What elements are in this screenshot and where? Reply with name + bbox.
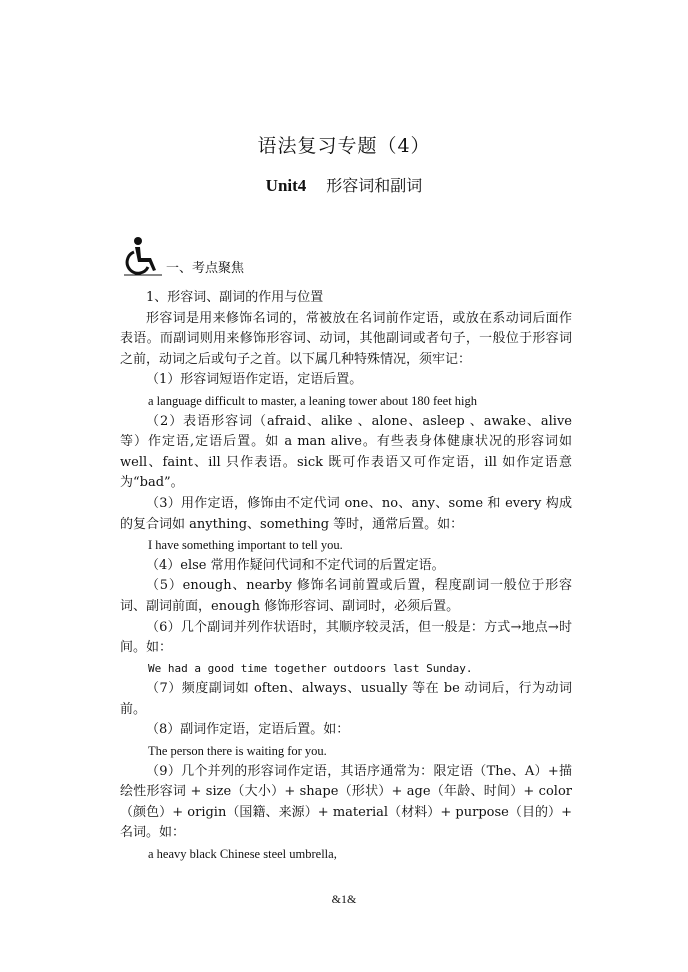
example-5: a heavy black Chinese steel umbrella, bbox=[148, 847, 337, 862]
page-number: &1& bbox=[331, 892, 357, 906]
paragraph-3: （1）形容词短语作定语，定语后置。 bbox=[146, 372, 363, 388]
paragraph-2: 形容词是用来修饰名词的，常被放在名词前作定语，或放在系动词后面作表语。而副词则用来修饰形容词、动词，其他副词或者句子，一般位于形容词之前，动词之后或句子之首。以下属几种特殊情况，须牢记： bbox=[120, 310, 572, 367]
paragraph-1: 1、形容词、副词的作用与位置 bbox=[146, 290, 324, 305]
page-title: 语法复习专题（4） bbox=[257, 135, 431, 157]
paragraph-7: （5）enough、nearby 修饰名词前置或后置，程度副词一般位于形容词、副词前面，enough 修饰形容词、副词时，必须后置。 bbox=[120, 578, 572, 614]
paragraph-10: （8）副词作定语，定语后置。如： bbox=[146, 722, 350, 738]
content bbox=[120, 288, 572, 865]
paragraph-4: （2）表语形容词（afraid、alike 、alone、asleep 、awake、alive 等）作定语,定语后置。如 a man alive。有些表身体健康状况的形容词如 well、faint、ill 只作表语。sick 既可作表语又可作定语，ill 如作定语意为“bad”。 bbox=[120, 413, 572, 491]
unit-label: Unit4 bbox=[265, 176, 307, 195]
paragraph-6: （4）else 常用作疑问代词和不定代词的后置定语。 bbox=[146, 557, 445, 573]
page-subtitle bbox=[0, 173, 688, 196]
paragraph-11: （9）几个并列的形容词作定语，其语序通常为：限定语（The、A）+描绘性形容词 + size（大小）+ shape（形状）+ age（年龄、时间）+ color（颜色）+ origin（国籍、来源）+ material（材料）+ purpose（目的）+ 名词。如： bbox=[120, 763, 572, 841]
example-1: a language difficult to master, a leaning tower about 180 feet high bbox=[148, 393, 478, 408]
topic-label: 形容词和副词 bbox=[326, 176, 423, 195]
example-3: We had a good time together outdoors last Sunday. bbox=[148, 661, 473, 675]
paragraph-8: （6）几个副词并列作状语时，其顺序较灵活，但一般是：方式→地点→时间。如： bbox=[120, 619, 572, 656]
example-2: I have something important to tell you. bbox=[148, 538, 343, 553]
section-heading: 一、考点聚焦 bbox=[166, 261, 245, 276]
paragraph-5: （3）用作定语，修饰由不定代词 one、no、any、some 和 every 构成的复合词如 anything、something 等时，通常后置。如： bbox=[120, 495, 572, 532]
example-4: The person there is waiting for you. bbox=[148, 744, 327, 759]
paragraph-9: （7）频度副词如 often、always、usually 等在 be 动词后，行为动词前。 bbox=[120, 681, 572, 717]
wheelchair-icon bbox=[124, 236, 162, 276]
